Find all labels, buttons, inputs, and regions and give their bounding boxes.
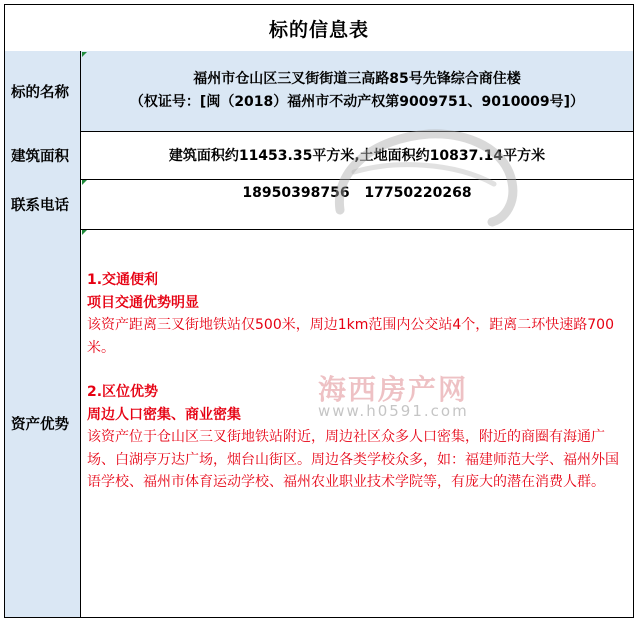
watermark-name: 海西房产网 xyxy=(318,373,469,406)
cell-marker-icon xyxy=(82,180,87,185)
info-table xyxy=(4,4,634,618)
advantage-heading: 2.区位优势 xyxy=(87,384,159,400)
advantages-value xyxy=(81,229,633,617)
row-label: 标的名称 xyxy=(5,51,81,131)
row-label: 资产优势 xyxy=(5,229,81,617)
advantage-subheading: 周边人口密集、商业密集 xyxy=(87,406,241,423)
row-name xyxy=(5,51,633,132)
certificate-number: （权证号：[闽（2018）福州市不动产权第9009751、9010009号]） xyxy=(129,94,585,110)
row-label: 联系电话 xyxy=(5,179,81,229)
area-value: 建筑面积约11453.35平方米,土地面积约10837.14平方米 xyxy=(168,148,546,164)
row-label: 建筑面积 xyxy=(5,131,81,179)
phone-value: 18950398756 17750220268 xyxy=(242,185,472,201)
cell-marker-icon xyxy=(82,230,87,235)
advantage-subheading: 项目交通优势明显 xyxy=(87,294,199,311)
property-name: 福州市仓山区三叉街街道三高路85号先锋综合商住楼 xyxy=(193,71,521,87)
advantage-text: 该资产距离三叉街地铁站仅500米，周边1km范围内公交站4个，距离二环快速路700米。 xyxy=(87,317,615,356)
row-advantages xyxy=(5,229,633,617)
row-area xyxy=(5,131,633,180)
row-value xyxy=(81,51,633,131)
watermark-url: www.h0591.com xyxy=(318,402,469,420)
table-title: 标的信息表 xyxy=(5,5,633,52)
row-phone xyxy=(5,179,633,230)
advantage-text: 该资产位于仓山区三叉街地铁站附近，周边社区众多人口密集，附近的商圈有海通广场、白湖亭万达广场，烟台山街区。周边各类学校众多，如：福建师范大学、福州外国语学校、福州市体育运动学校、福州农业职业技术学院等，有庞大的潜在消费人群。 xyxy=(87,429,619,490)
cell-marker-icon xyxy=(82,52,87,57)
advantage-heading: 1.交通便利 xyxy=(87,272,159,288)
